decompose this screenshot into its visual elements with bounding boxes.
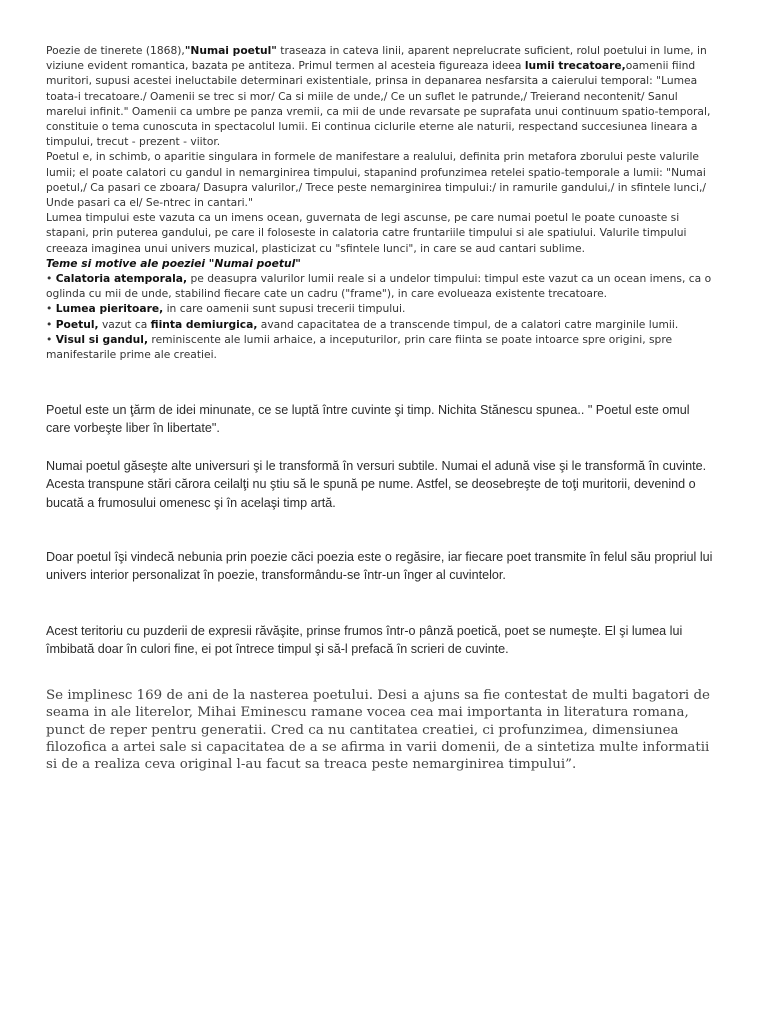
theme-text: vazut ca (98, 317, 151, 331)
essay-paragraph-4: Acest teritoriu cu puzderii de expresii răvăşite, prinse frumos într-o pânză poetică, poet se numeşte. El şi lumea lui îmbibată doar în culori fine, ei pot întrece timpul şi să-l prefacă în scrieri de cuvinte. (46, 624, 683, 657)
bullet-icon: • (46, 317, 56, 331)
poem-title: "Numai poetul" (184, 44, 277, 57)
themes-heading: Teme si motive ale poeziei "Numai poetul" (46, 256, 301, 270)
theme-text: in care oamenii sunt supusi trecerii timpului. (163, 302, 406, 316)
theme-text: reminiscente ale lumii arhaice, a inceputurilor, prin care fiinta se poate intoarce spre origini, spre manifestarile prime ale creatiei. (46, 332, 673, 362)
theme-item (46, 301, 714, 316)
theme-text-2: avand capacitatea de a transcende timpul, de a calatori catre marginile lumii. (257, 317, 679, 331)
ocean-paragraph: Lumea timpului este vazuta ca un imens ocean, guvernata de legi ascunse, pe care numai poetul le poate cunoaste si stapani, prin puterea gandului, pe care il foloseste in calatoria catre fruntariile timpului si ale spatiului. Valurile timpului creeaza imaginea unui univers muzical, plasticizat cu "sfintele lunci", in care se aud cantari sublime. (46, 211, 687, 255)
bullet-icon: • (46, 272, 56, 286)
intro-paragraph (46, 43, 714, 149)
theme-item (46, 317, 714, 332)
intro-rest: oamenii fiind muritori, supusi acestei ineluctabile determinari existentiale, prinsa in depanarea nesfarsita a caierului temporal: "Lumea toata-i trecatoare./ Oamenii se trec si mor/ Ca si miile de unde,/ Ce un suflet le patrunde,/ Treierand necontenit/ Sanul marelui infinit." Oamenii ca umbre pe panza vremii, ca mii de unde revarsate pe suprafata unui continuum spatio-temporal, constituie o tema cunoscuta in spectacolul lumii. Ei continua ciclurile eterne ale naturii, respectand succesiunea lineara a timpului, trecut - prezent - viitor. (46, 59, 711, 149)
poet-paragraph: Poetul e, in schimb, o aparitie singulara in formele de manifestare a realului, definita prin metafora zborului peste valurile lumii; el poate calatori cu gandul in nemarginirea timpului, stapanind profunzimea retelei spatio-temporale a lumii: "Numai poetul,/ Ca pasari ce zboara/ Dasupra valurilor,/ Trece peste nemarginirea timpului:/ in ramurile gandului,/ in sfintele lunci,/ Unde pasari ca el/ Se-ntrec in cantari." (46, 150, 707, 210)
intro-post: traseaza in cateva linii, aparent neprelucrate suficient, rolul poetului in lume, in viziune evident romantica, bazata pe antiteza. Primul termen al acesteia figureaza ideea (46, 44, 707, 73)
theme-term-2: fiinta demiurgica, (150, 317, 258, 331)
theme-text: pe deasupra valurilor lumii reale si a undelor timpului: timpul este vazut ca un ocean imens, ca o oglinda cu mii de unde, stabilind fiecare cate un cadru ("frame"), in care evolueaza existente trecatoare. (46, 272, 712, 301)
intro-pre: Poezie de tinerete (1868), (46, 44, 185, 57)
theme-term: Calatoria atemporala, (55, 272, 188, 286)
theme-term: Lumea pieritoare, (55, 302, 164, 316)
analysis-section (46, 43, 714, 362)
theme-term: Visul si gandul, (55, 332, 149, 346)
theme-term: Poetul, (55, 317, 99, 331)
bullet-icon: • (46, 332, 56, 346)
essay-paragraph-2: Numai poetul găseşte alte universuri şi le transformă în versuri subtile. Numai el adună vise şi le transformă în cuvinte. Acesta transpune stări cărora ceilalţi nu ştiu să le spună pe nume. Astfel, se deosebreşte de toţi muritorii, devenind o bucată a frumosului omenesc şi în acelaşi timp artă. (46, 459, 707, 510)
conclusion-paragraph: Se implinesc 169 de ani de la nasterea poetului. Desi a ajuns sa fie contestat de multi bagatori de seama in ale literelor, Mihai Eminescu ramane vocea cea mai importanta in literatura romana, punct de reper pentru generatii. Cred ca nu cantitatea creatiei, ci profunzimea, dimensiunea filozofica a artei sale si capacitatea de a se afirma in varii domenii, de a sintetiza multe informatii si de a realiza ceva original l-au facut sa treaca peste nemarginirea timpului”. (46, 688, 710, 773)
essay-paragraph-3: Doar poetul îşi vindecă nebunia prin poezie căci poezia este o regăsire, iar fiecare poet transmite în felul său propriul lui univers interior personalizat în poezie, transformându-se într-un înger al cuvintelor. (46, 550, 713, 583)
essay-paragraph-1: Poetul este un ţărm de idei minunate, ce se luptă între cuvinte şi timp. Nichita Stănescu spunea.. " Poetul este omul care vorbeşte liber în libertate". (46, 403, 690, 436)
bullet-icon: • (46, 302, 56, 316)
theme-item (46, 332, 714, 362)
bold-term-lumii: lumii trecatoare, (524, 59, 626, 73)
theme-item (46, 271, 714, 301)
